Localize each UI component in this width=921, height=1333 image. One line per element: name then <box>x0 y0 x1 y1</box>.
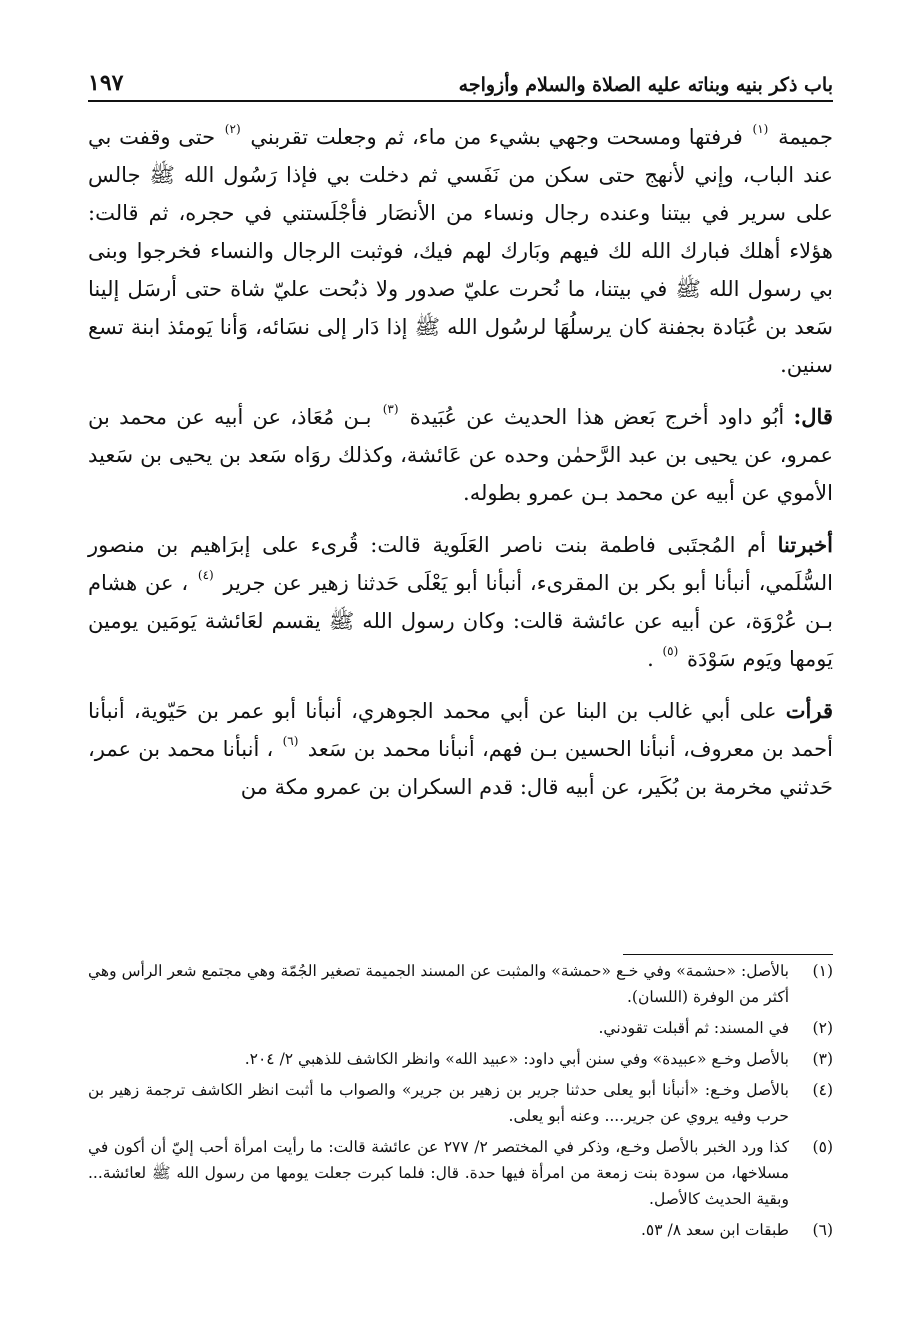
paragraph-lead-word: قرأت <box>785 698 833 723</box>
page-header <box>88 56 833 96</box>
footnote-text: طبقات ابن سعد ٨/ ٥٣. <box>640 1221 789 1239</box>
header-rule <box>88 100 833 102</box>
footnote-number: (١) <box>812 962 833 980</box>
paragraph-segment: حتى وقفت بي عند الباب، وإني لأنهج حتى سكن من نَفَسي ثم دخلت بي فإذا رَسُول الله ﷺ جالس على سرير في بيتنا وعنده رجال ونساء من الأنصَار فأجْلَستني في حجره، ثم قالت: هؤلاء أهلك فبارك الله لك فيهم وبَارك لهم فيك، فوثبت الرجال والنساء فخرجوا وبنى بي رسول الله ﷺ في بيتنا، ما نُحرت عليّ صدور ولا ذبُحت عليّ شاة حتى أرسَل إلينا سَعد بن عُبَادة بجفنة كان يرسلُهَا لرسُول الله ﷺ إذا دَار إلى نسَائه، وَأنا يَومئذ ابنة تسع سنين. <box>88 125 833 377</box>
footnote-number: (٤) <box>812 1081 833 1099</box>
footnote-ref: (٣) <box>382 402 399 416</box>
running-title: باب ذكر بنيه وبناته عليه الصلاة والسلام وأزواجه <box>458 74 833 96</box>
paragraph-segment: ، أنبأنا محمد بن عمر، حَدثني مخرمة بن بُكَير، عن أبيه قال: قدم السكران بن عمرو مكة من <box>88 737 833 799</box>
footnote-text: بالأصل: «حشمة» وفي خـع «حمشة» والمثبت عن المسند الجميمة تصغير الجُمّة وهي مجتمع شعر الرأس وهي أكثر من الوفرة (اللسان). <box>88 962 789 1006</box>
main-text <box>88 118 833 820</box>
paragraph-segment: ، عن هشام بـن عُرْوَة، عن أبيه عن عائشة قالت: وكان رسول الله ﷺ يقسم لعَائشة يَومَين يومين يَومها ويَوم سَوْدَة <box>88 571 833 671</box>
footnote-item <box>88 1015 833 1041</box>
paragraph-segment: فرفتها ومسحت وجهي بشيء من ماء، ثم وجعلت تقربني <box>250 125 743 149</box>
footnote-ref: (٢) <box>224 122 241 136</box>
footnote-item <box>88 1077 833 1129</box>
footnote-number: (٥) <box>812 1138 833 1156</box>
footnote-ref: (٤) <box>197 568 214 582</box>
footnote-ref: (١) <box>752 122 769 136</box>
paragraph-segment: على أبي غالب بن البنا عن أبي محمد الجوهري، أنبأنا أبو عمر بن حَيّوية، أنبأنا أحمد بن معروف، أنبأنا الحسين بـن فهم، أنبأنا محمد بن سَعد <box>88 699 833 761</box>
paragraph-segment: جميمة <box>778 125 833 149</box>
paragraph-segment: أم المُجتَبى فاطمة بنت ناصر العَلَوية قالت: قُرىء على إبرَاهيم بن منصور السُّلَمي، أنبأنا أبو بكر بن المقرىء، أنبأنا أبو يَعْلَى حَدثنا زهير عن جرير <box>88 533 833 595</box>
footnote-item <box>88 1134 833 1212</box>
footnote-number: (٢) <box>812 1019 833 1037</box>
footnote-item <box>88 1046 833 1072</box>
paragraph-segment: . <box>647 647 654 671</box>
paragraph-segment: أبُو داود أخرج بَعض هذا الحديث عن عُبَيدة <box>409 405 785 429</box>
footnote-number: (٣) <box>812 1050 833 1068</box>
footnote-text: كذا ورد الخبر بالأصل وخـع، وذكر في المختصر ٢/ ٢٧٧ عن عائشة قالت: ما رأيت امرأة أحب إليّ أن أكون في مسلاخها، من سودة بنت زمعة من امرأة فيها حدة. قال: فلما كبرت جعلت يومها من رسول الله ﷺ لعائشة... وبقية الحديث كالأصل. <box>88 1138 789 1208</box>
paragraph-lead-word: أخبرتنا <box>777 532 833 557</box>
footnotes <box>88 958 833 1248</box>
footnote-item <box>88 1217 833 1243</box>
footnote-text: في المسند: ثم أقبلت تقودني. <box>598 1019 789 1037</box>
footnote-text: بالأصل وخـع: «أنبأنا أبو يعلى حدثنا جرير بن زهير بن جرير» والصواب ما أثبت انظر الكاشف ترجمة زهير بن حرب وفيه يروي عن جرير.... وعنه أبو يعلى. <box>88 1081 789 1125</box>
paragraph-3 <box>88 526 833 678</box>
footnote-ref: (٦) <box>282 734 299 748</box>
paragraph-2 <box>88 398 833 512</box>
paragraph-segment: بـن مُعَاذ، عن أبيه عن محمد بن عمرو، عن يحيى بن عبد الرَّحمٰن وحده عن عَائشة، وكذلك روَاه سَعد بن يحيى بن سَعيد الأموي عن أبيه عن محمد بـن عمرو بطوله. <box>88 405 833 505</box>
footnote-text: بالأصل وخـع «عبيدة» وفي سنن أبي داود: «عبيد الله» وانظر الكاشف للذهبي ٢/ ٢٠٤. <box>244 1050 789 1068</box>
paragraph-lead-word: قال: <box>793 404 833 429</box>
footnote-rule <box>623 954 833 955</box>
paragraph-4 <box>88 692 833 806</box>
paragraph-1 <box>88 118 833 384</box>
page-number: ١٩٧ <box>88 70 124 96</box>
footnote-number: (٦) <box>812 1221 833 1239</box>
footnote-item <box>88 958 833 1010</box>
footnote-ref: (٥) <box>662 644 679 658</box>
